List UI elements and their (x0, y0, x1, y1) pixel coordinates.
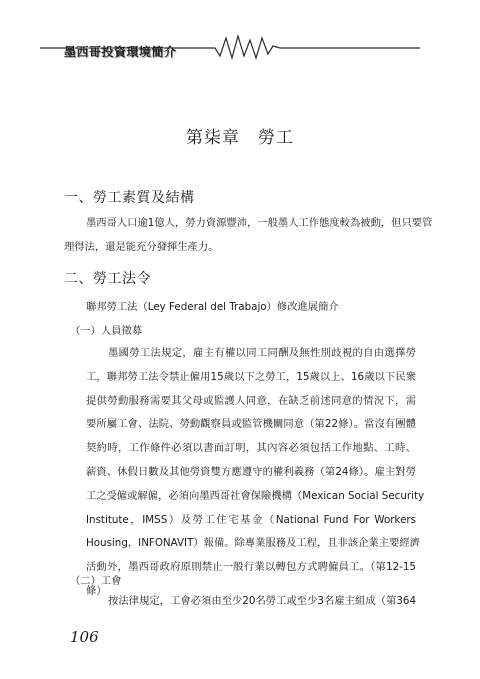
subsection-1-line: 活動外，墨西哥政府原則禁止一般行業以轉包方式聘僱員工。（第12-15 (86, 561, 416, 574)
subsection-1-line: 薪資、休假日數及其他勞資雙方應遵守的權利義務（第24條）。雇主對勞 (86, 465, 416, 478)
heartbeat-icon (200, 36, 280, 58)
subsection-label-2: （二）工會 (70, 575, 122, 587)
law-title: 聯邦勞工法（Ley Federal del Trabajo）修改進展簡介 (86, 301, 339, 313)
subsection-1-line: 提供勞動服務需要其父母或監護人同意，在缺乏前述同意的情況下，需 (86, 394, 416, 407)
page-number: 106 (70, 628, 99, 646)
section-1-body (64, 212, 433, 260)
subsection-1-line: 工，聯邦勞工法令禁止僱用15歲以下之勞工，15歲以上、16歲以下民衆 (86, 370, 416, 383)
subsection-1-line: Institute，IMSS）及勞工住宅基金（National Fund For Workers (86, 513, 416, 526)
section-heading-2: 二、勞工法令 (64, 271, 151, 287)
header-title: 墨西哥投資環境簡介 (64, 45, 177, 59)
subsection-1-line: 契約時，工作條件必須以書面訂明，其內容必須包括工作地點、工時、 (86, 442, 416, 455)
subsection-1-line: 工之受僱或解僱，必須向墨西哥社會保險機構（Mexican Social Security (86, 489, 425, 502)
subsection-1-line: 要所屬工會、法院、勞動觀察員或監管機關同意（第22條）。當沒有團體 (86, 418, 416, 431)
subsection-2-body (86, 590, 416, 614)
section-heading-1: 一、勞工素質及結構 (64, 190, 195, 206)
subsection-1-line: 條） (86, 584, 107, 597)
subsection-1-line: Housing，INFONAVIT）報備。除專業服務及工程，且非該企業主要經濟 (86, 537, 420, 550)
subsection-label-1: （一）人員徵募 (70, 325, 143, 337)
section-1-line: 理得法，還是能充分發揮生產力。 (64, 240, 219, 253)
section-1-line: 墨西哥人口逾1億人，勞力資源豐沛，一般墨人工作態度較為被動，但只要管 (86, 217, 433, 229)
subsection-1-body (86, 342, 425, 604)
subsection-1-line: 墨國勞工法規定，雇主有權以同工同酬及無性別歧視的自由選擇勞 (108, 347, 416, 359)
chapter-title: 第柒章 勞工 (186, 128, 294, 148)
subsection-2-line: 按法律規定，工會必須由至少20名勞工或至少3名雇主組成（第364 (108, 595, 416, 607)
